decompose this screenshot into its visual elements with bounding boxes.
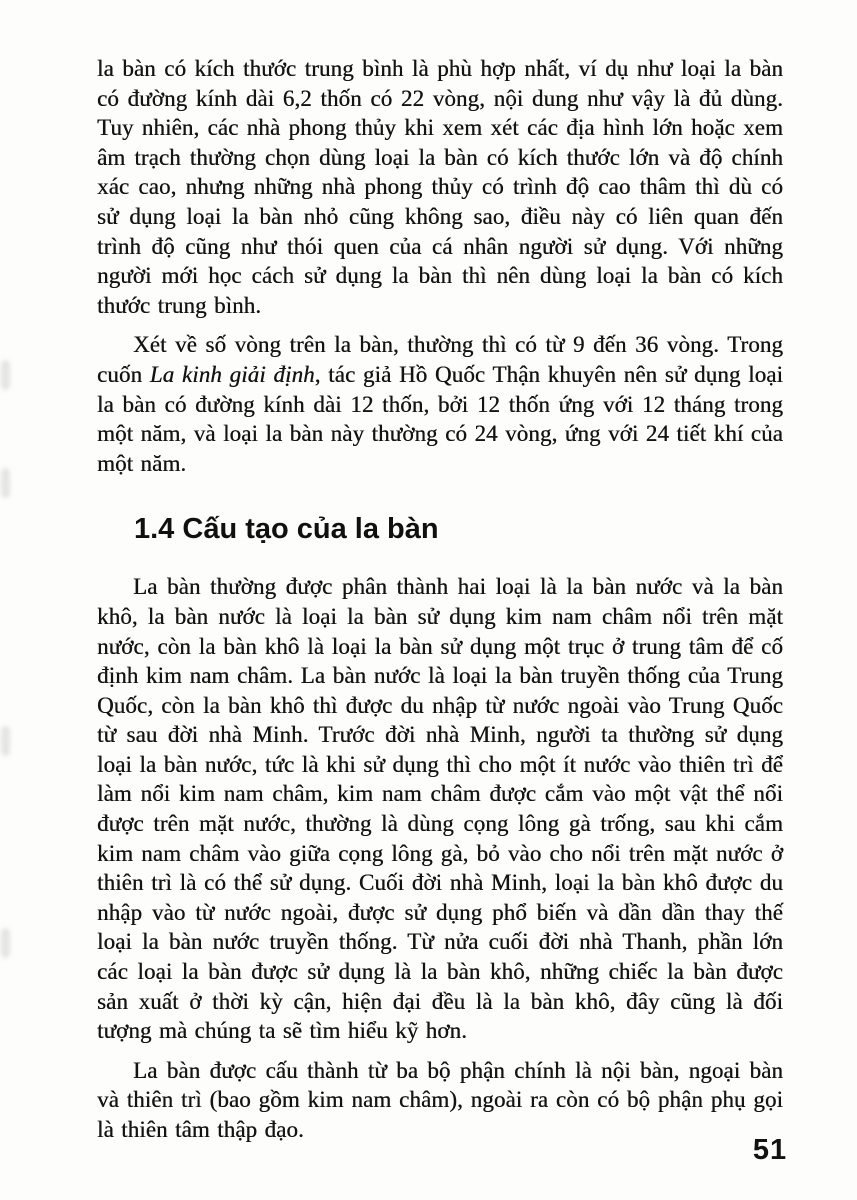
paragraph-text: , tác giả Hồ Quốc Thận khuyên nên sử dụng loại la bàn có đường kính dài 12 thốn, bởi 12 thốn ứng với 12 tháng trong một năm, và loại la bàn này thường có 24 vòng, ứng với 24 tiết khí của một năm.: [97, 361, 783, 476]
book-title-italic: La kinh giải định: [149, 361, 315, 387]
paragraph-text: Xét về số vòng trên la bàn, thường thì có từ 9 đến 36 vòng. Trong cuốn: [97, 332, 783, 387]
body-paragraph-3: La bàn thường được phân thành hai loại là la bàn nước và la bàn khô, la bàn nước là loại la bàn sử dụng kim nam châm nổi trên mặt nước, còn la bàn khô là loại la bàn sử dụng một trục ở trung tâm để cố định kim nam châm. La bàn nước là loại la bàn truyền thống của Trung Quốc, còn la bàn khô thì được du nhập từ nước ngoài vào Trung Quốc từ sau đời nhà Minh. Trước đời nhà Minh, người ta thường sử dụng loại la bàn nước, tức là khi sử dụng thì cho một ít nước vào thiên trì để làm nổi kim nam châm, kim nam châm được cắm vào một vật thể nổi được trên mặt nước, thường là dùng cọng lông gà trống, sau khi cắm kim nam châm vào giữa cọng lông gà, bỏ vào cho nổi trên mặt nước ở thiên trì là có thể sử dụng. Cuối đời nhà Minh, loại la bàn khô được du nhập vào từ nước ngoài, được sử dụng phổ biến và dần dần thay thế loại la bàn nước truyền thống. Từ nửa cuối đời nhà Thanh, phần lớn các loại la bàn được sử dụng là la bàn khô, những chiếc la bàn được sản xuất ở thời kỳ cận, hiện đại đều là la bàn khô, đây cũng là đối tượng mà chúng ta sẽ tìm hiểu kỹ hơn.: [97, 574, 783, 1044]
section-heading: 1.4 Cấu tạo của la bàn: [134, 513, 439, 546]
body-paragraph-2: [97, 330, 783, 478]
body-paragraph-4: La bàn được cấu thành từ ba bộ phận chính là nội bàn, ngoại bàn và thiên trì (bao gồm kim nam châm), ngoài ra còn có bộ phận phụ gọi là thiên tâm thập đạo.: [97, 1057, 783, 1142]
text-block: [97, 54, 783, 1145]
scan-artifact: [1, 928, 10, 958]
scan-artifact: [1, 360, 10, 390]
scan-artifact: [1, 468, 10, 498]
body-paragraph-1: la bàn có kích thước trung bình là phù hợp nhất, ví dụ như loại la bàn có đường kính dài 6,2 thốn có 22 vòng, nội dung như vậy là đủ dùng. Tuy nhiên, các nhà phong thủy khi xem xét các địa hình lớn hoặc xem âm trạch thường chọn dùng loại la bàn có kích thước lớn và độ chính xác cao, nhưng những nhà phong thủy có trình độ cao thâm thì dù có sử dụng loại la bàn nhỏ cũng không sao, điều này có liên quan đến trình độ cũng như thói quen của cá nhân người sử dụng. Với những người mới học cách sử dụng la bàn thì nên dùng loại la bàn có kích thước trung bình.: [97, 56, 783, 318]
scan-artifact: [1, 726, 10, 756]
page-number: 51: [752, 1134, 788, 1166]
